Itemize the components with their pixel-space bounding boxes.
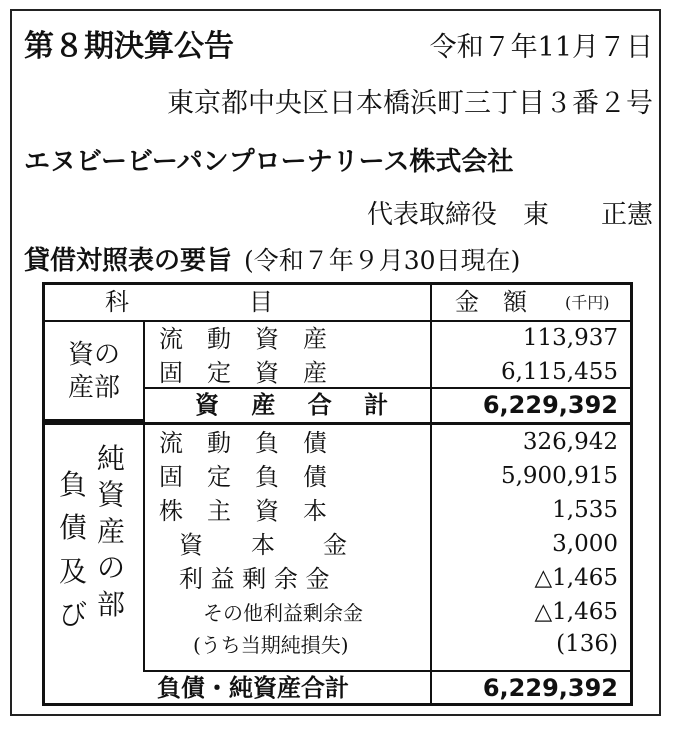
column-header-amount: 金 額 xyxy=(455,288,527,316)
liabilities-group-label-left: 負債及び xyxy=(59,468,88,632)
current-assets-value: 113,937 xyxy=(522,325,618,351)
net-loss-value: (136) xyxy=(556,631,618,657)
liabilities-group-label-right: 純資産の部 xyxy=(97,442,126,621)
column-header-subject: 科 目 xyxy=(105,288,273,316)
fixed-assets-value: 6,115,455 xyxy=(500,359,618,385)
unit-label: (千円) xyxy=(565,293,610,312)
assets-group-label: 資の産部 xyxy=(67,340,120,403)
net-loss-label: (うち当期純損失) xyxy=(193,633,349,657)
current-liabilities-value: 326,942 xyxy=(522,429,618,455)
total-assets-label: 資 産 合 計 xyxy=(195,391,401,419)
balance-sheet-date: (令和７年９月30日現在) xyxy=(244,246,521,275)
retained-earnings-value: △1,465 xyxy=(534,565,618,591)
total-assets-value: 6,229,392 xyxy=(482,391,618,419)
shareholders-equity-label: 株 主 資 本 xyxy=(159,497,327,525)
current-assets-label: 流 動 資 産 xyxy=(159,325,327,353)
notice-title: 第８期決算公告 xyxy=(24,29,234,64)
representative: 代表取締役 東 正憲 xyxy=(366,200,653,230)
current-liabilities-label: 流 動 負 債 xyxy=(159,429,327,457)
fixed-assets-label: 固 定 資 産 xyxy=(159,359,327,387)
shareholders-equity-value: 1,535 xyxy=(552,497,618,523)
fixed-liabilities-label: 固 定 負 債 xyxy=(159,463,327,491)
other-retained-earnings-value: △1,465 xyxy=(534,599,618,625)
notice-date: 令和７年11月７日 xyxy=(429,32,653,63)
retained-earnings-label: 利 益 剰 余 金 xyxy=(179,565,330,593)
balance-sheet-table xyxy=(42,282,633,706)
total-liabilities-equity-label: 負債・純資産合計 xyxy=(157,674,349,702)
capital-value: 3,000 xyxy=(552,531,618,557)
capital-label: 資 本 金 xyxy=(179,531,347,559)
other-retained-earnings-label: その他利益剰余金 xyxy=(203,601,363,625)
fixed-liabilities-value: 5,900,915 xyxy=(500,463,618,489)
company-name: エヌビービーパンプローナリース株式会社 xyxy=(24,147,514,177)
balance-sheet-heading: 貸借対照表の要旨 xyxy=(24,246,233,276)
company-address: 東京都中央区日本橋浜町三丁目３番２号 xyxy=(167,88,653,119)
total-liabilities-equity-value: 6,229,392 xyxy=(482,674,618,702)
